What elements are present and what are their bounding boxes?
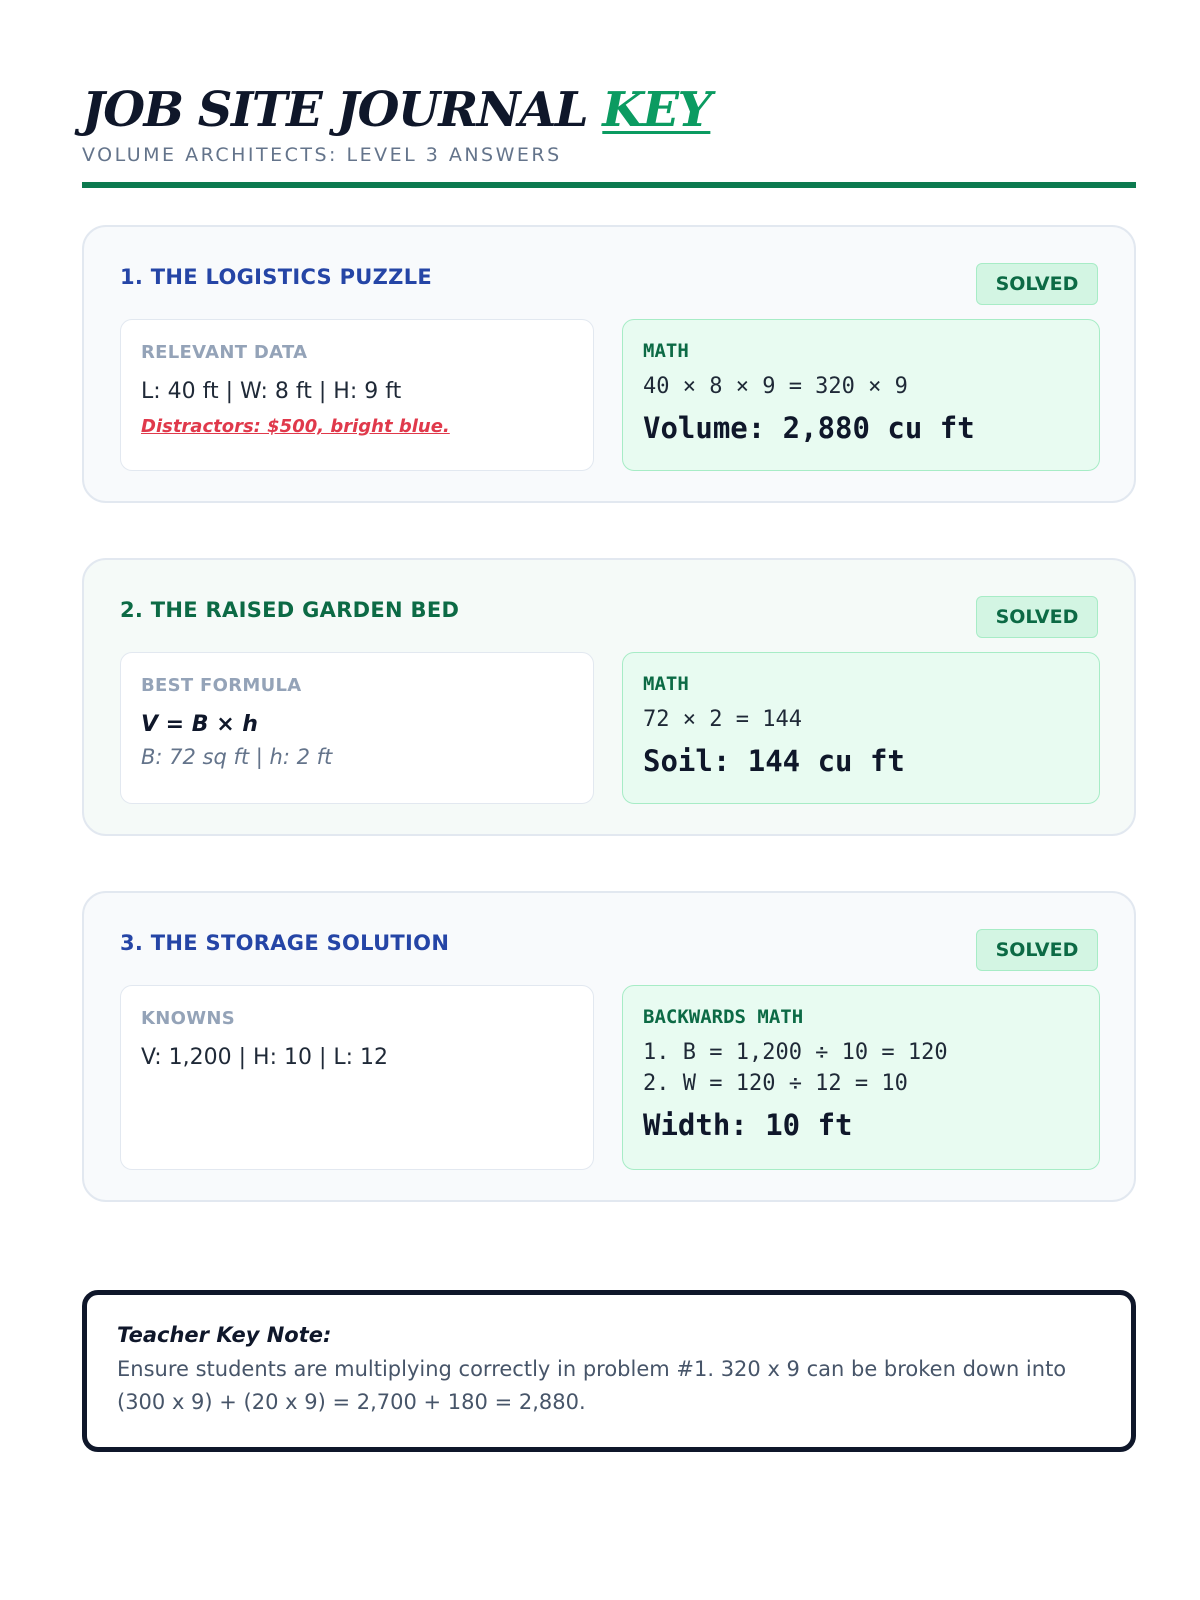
math-line-2: 2. W = 120 ÷ 12 = 10 bbox=[643, 1071, 908, 1096]
math-box bbox=[622, 652, 1100, 804]
problem-card-2 bbox=[82, 558, 1136, 836]
math-label: MATH bbox=[643, 673, 689, 695]
page-subtitle: VOLUME ARCHITECTS: LEVEL 3 ANSWERS bbox=[82, 144, 562, 166]
solved-badge: SOLVED bbox=[976, 596, 1098, 638]
relevant-data-box bbox=[120, 319, 594, 471]
math-result: Soil: 144 cu ft bbox=[643, 744, 905, 778]
math-label: BACKWARDS MATH bbox=[643, 1006, 804, 1028]
distractors-note: Distractors: $500, bright blue. bbox=[141, 416, 450, 437]
problem-card-3 bbox=[82, 891, 1136, 1202]
teacher-note bbox=[82, 1290, 1136, 1452]
box-label: RELEVANT DATA bbox=[141, 342, 308, 363]
problem-title: 1. THE LOGISTICS PUZZLE bbox=[120, 265, 433, 289]
problem-title: 3. THE STORAGE SOLUTION bbox=[120, 931, 450, 955]
title-accent: KEY bbox=[602, 82, 711, 138]
problem-title: 2. THE RAISED GARDEN BED bbox=[120, 598, 460, 622]
formula-values: B: 72 sq ft | h: 2 ft bbox=[141, 745, 333, 769]
box-label: KNOWNS bbox=[141, 1008, 235, 1029]
formula-text: V = B × h bbox=[141, 712, 258, 737]
knowns-box bbox=[120, 985, 594, 1170]
math-label: MATH bbox=[643, 340, 689, 362]
math-line: 72 × 2 = 144 bbox=[643, 707, 802, 732]
solved-badge: SOLVED bbox=[976, 929, 1098, 971]
math-result: Volume: 2,880 cu ft bbox=[643, 411, 975, 445]
title-main: JOB SITE JOURNAL bbox=[82, 82, 588, 138]
solved-badge: SOLVED bbox=[976, 263, 1098, 305]
note-text: Ensure students are multiplying correctly in problem #1. 320 x 9 can be broken down into (300 x 9) + (20 x 9) = 2,700 + 180 = 2,880. bbox=[117, 1357, 1067, 1414]
math-box bbox=[622, 319, 1100, 471]
page-title bbox=[82, 82, 1136, 138]
math-line-1: 1. B = 1,200 ÷ 10 = 120 bbox=[643, 1040, 948, 1065]
math-line: 40 × 8 × 9 = 320 × 9 bbox=[643, 374, 908, 399]
header-divider bbox=[82, 182, 1136, 188]
backwards-math-box bbox=[622, 985, 1100, 1170]
problem-card-1 bbox=[82, 225, 1136, 503]
dimensions-text: L: 40 ft | W: 8 ft | H: 9 ft bbox=[141, 379, 402, 404]
box-label: BEST FORMULA bbox=[141, 675, 302, 696]
knowns-text: V: 1,200 | H: 10 | L: 12 bbox=[141, 1045, 389, 1070]
page-header bbox=[82, 82, 1136, 166]
formula-box bbox=[120, 652, 594, 804]
note-title: Teacher Key Note: bbox=[117, 1323, 332, 1347]
math-result: Width: 10 ft bbox=[643, 1108, 853, 1142]
